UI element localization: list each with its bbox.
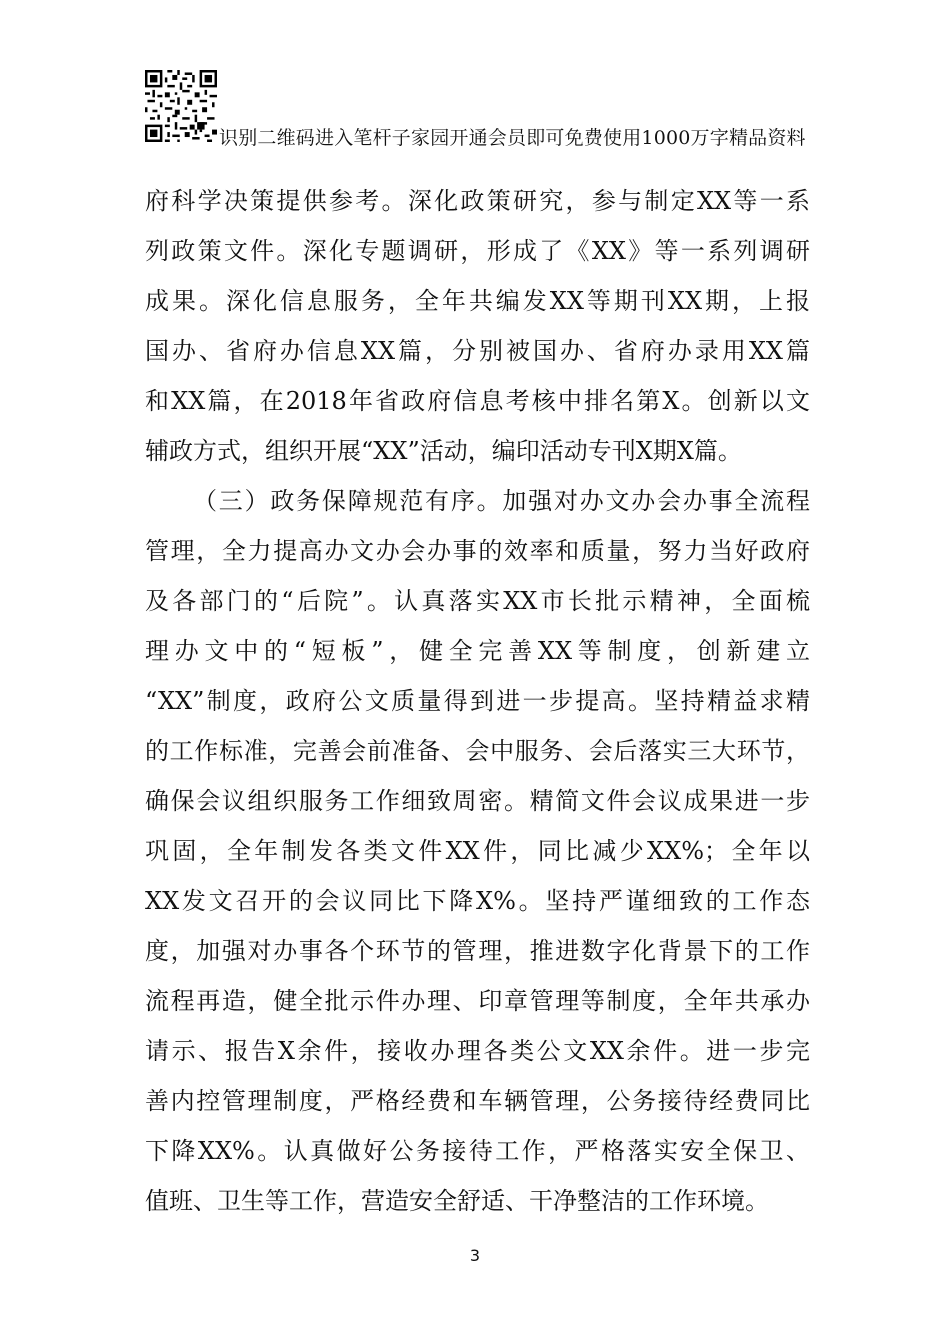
page-number: 3 (469, 1246, 481, 1265)
document-body (145, 176, 810, 1226)
text-line: 值班、卫生等工作，营造安全舒适、干净整洁的工作环境。 (145, 1187, 769, 1215)
text-line: 管理，全力提高办文办会办事的效率和质量，努力当好政府 (145, 537, 810, 565)
section-heading-line: （三）政务保障规范有序。加强对办文办会办事全流程 (193, 487, 810, 515)
text-line: 善内控管理制度，严格经费和车辆管理，公务接待经费同比 (145, 1087, 810, 1115)
text-line: 理办文中的“短板”，健全完善XX等制度，创新建立 (145, 637, 810, 665)
text-line: XX发文召开的会议同比下降X%。坚持严谨细致的工作态 (145, 887, 810, 915)
qr-code-icon (145, 70, 217, 142)
promo-text: 识别二维码进入笔杆子家园开通会员即可免费使用1000万字精品资料 (219, 127, 806, 149)
text-line: 度，加强对办事各个环节的管理，推进数字化背景下的工作 (145, 937, 810, 965)
text-line: 请示、报告X余件，接收办理各类公文XX余件。进一步完 (145, 1037, 810, 1065)
text-line: 确保会议组织服务工作细致周密。精简文件会议成果进一步 (145, 787, 810, 815)
text-line: 列政策文件。深化专题调研，形成了《XX》等一系列调研 (145, 237, 810, 265)
text-line: “XX”制度，政府公文质量得到进一步提高。坚持精益求精 (145, 687, 810, 715)
text-line: 国办、省府办信息XX篇，分别被国办、省府办录用XX篇 (145, 337, 810, 365)
text-line: 和XX篇，在2018年省政府信息考核中排名第X。创新以文 (145, 387, 810, 415)
text-line: 巩固，全年制发各类文件XX件，同比减少XX%；全年以 (145, 837, 810, 865)
text-line: 下降XX%。认真做好公务接待工作，严格落实安全保卫、 (145, 1137, 810, 1165)
text-line: 府科学决策提供参考。深化政策研究，参与制定XX等一系 (145, 187, 810, 215)
page-header (145, 70, 845, 150)
text-line: 及各部门的“后院”。认真落实XX市长批示精神，全面梳 (145, 587, 810, 615)
text-line: 的工作标准，完善会前准备、会中服务、会后落实三大环节， (145, 737, 810, 765)
text-line: 辅政方式，组织开展“XX”活动，编印活动专刊X期X篇。 (145, 437, 742, 465)
text-line: 流程再造，健全批示件办理、印章管理等制度，全年共承办 (145, 987, 810, 1015)
text-line: 成果。深化信息服务，全年共编发XX等期刊XX期，上报 (145, 287, 810, 315)
